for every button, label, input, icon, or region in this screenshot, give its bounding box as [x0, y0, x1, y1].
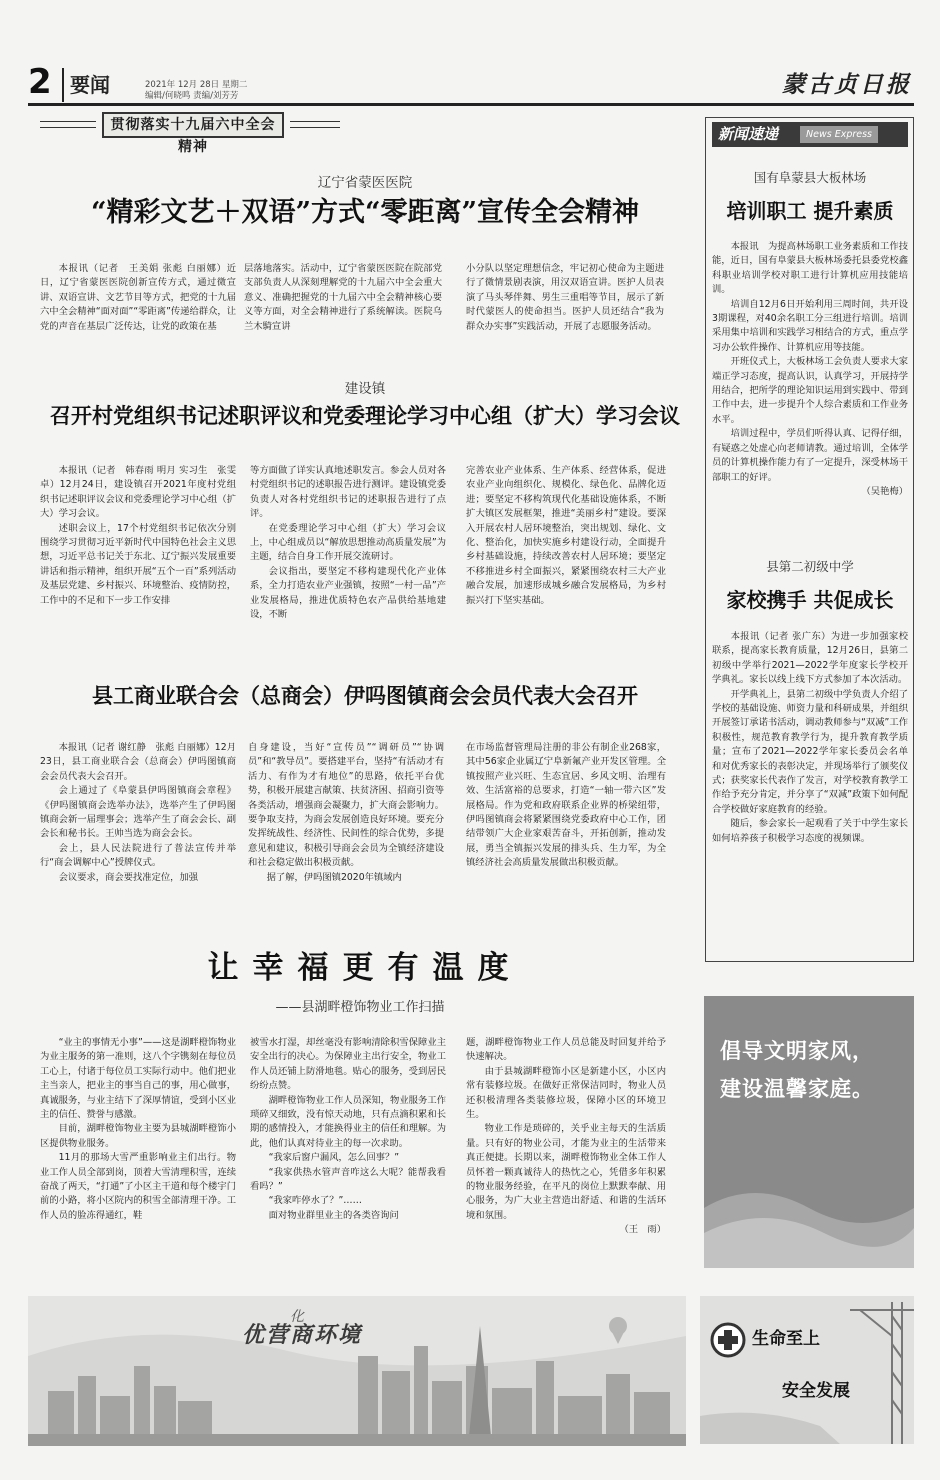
paragraph: 本报讯（记者 王美娟 张彪 白丽娜）近日，辽宁省蒙医医院创新宣传方式，通过微宣讲、双语宣讲、文艺节目等方式，把党的十九届六中全会精神“面对面”“零距离”传递给群众，让党的声音在基层广泛传达，让党的政策在基	[40, 263, 236, 332]
article2-column-3	[466, 464, 666, 608]
article1-kicker: 辽宁省蒙医医院	[317, 175, 413, 191]
paragraph: 培训过程中，学员们听得认真、记得仔细，有疑惑之处虚心向老师请教。通过培训，全体学员的计算机操作能力有了一定提升，深受林场干部职工的好评。	[712, 428, 908, 483]
banner-rule-left	[40, 121, 96, 122]
paragraph: 目前，湖畔橙饰物业主要为县城湖畔橙饰小区提供物业服务。	[40, 1123, 236, 1149]
article1-column-2	[244, 262, 442, 334]
article2-kicker: 建设镇	[344, 381, 386, 397]
article3-column-2	[248, 741, 444, 885]
byline: （吴艳梅）	[861, 485, 908, 497]
paragraph: 据了解，伊吗图镇2020年镇域内	[266, 871, 402, 883]
topic-banner	[40, 112, 340, 155]
article4-subhead: ——县湖畔橙饰物业工作扫描	[275, 1000, 445, 1015]
env-ad-small-char: 化	[290, 1309, 304, 1325]
env-ad-title: 优营商环境	[242, 1322, 363, 1348]
article2-headline: 召开村党组织书记述职评议和党委理论学习中心组（扩大）学习会议	[50, 403, 680, 428]
paragraph: 湖畔橙饰物业工作人员深知，物业服务工作琐碎又细致，没有惊天动地，只有点滴积累和长期的感情投入，才能换得业主的信任和理解。为此，他们认真对待业主的每一次求助。	[250, 1094, 446, 1149]
article1-column-1	[40, 262, 236, 334]
article3-headline: 县工商业联合会（总商会）伊吗图镇商会会员代表大会召开	[92, 683, 638, 708]
sidebar-story2-body	[712, 630, 908, 846]
sidebar-story2-kicker: 县第二初级中学	[766, 559, 854, 574]
banner-rule-right	[290, 127, 340, 128]
paragraph: 本报讯（记者 谢红静 张彪 白丽娜）12月23日，县工商业联合会（总商会）伊吗图镇商会会员代表大会召开。	[40, 742, 236, 782]
paragraph: 本报讯 为提高林场职工业务素质和工作技能，近日，国有阜蒙县大板林场委托县委党校鑫科职业培训学校对职工进行计算机应用技能培训。	[712, 241, 908, 296]
safety-ad	[700, 1296, 914, 1444]
business-environment-ad	[28, 1296, 686, 1446]
news-express-header	[712, 122, 908, 147]
safety-cross-icon	[710, 1322, 746, 1358]
paragraph: 在市场监督管理局注册的非公有制企业268家，其中56家企业属辽宁阜新氟产业开发区管理。全镇按照产业兴旺、生态宜居、乡风文明、治理有效、生活富裕的总要求，打造“一轴一带六区”发展格局。作为党和政府联系企业界的桥梁纽带，伊吗图镇商会将紧紧围绕党委政府中心工作，团结带领广大企业家艰苦奋斗，开拓创新，推动发展，勇当全镇振兴发展的排头兵、生力军，为全镇经济社会高质量发展做出积极贡献。	[466, 742, 666, 869]
byline: （王 雨）	[619, 1224, 666, 1236]
wave-graphic	[704, 1178, 914, 1268]
header-rule	[28, 103, 914, 106]
article4-headline: 让幸福更有温度	[207, 950, 523, 986]
civil-ad-line2: 建设温馨家庭。	[720, 1077, 874, 1101]
paragraph: 随后，参会家长一起观看了关于中学生家长如何培养孩子积极学习态度的视频课。	[712, 818, 908, 844]
paragraph: 物业工作是琐碎的，关乎业主每天的生活质量。只有好的物业公司，才能为业主的生活带来真正便捷。长期以来，湖畔橙饰物业全体工作人员怀着一颗真诚待人的热忱之心，凭借多年积累的物业服务经验，在平凡的岗位上默默奉献、用心服务，为广大业主营造出舒适、和谐的生活环境和氛围。	[466, 1123, 666, 1221]
safety-ad-line2: 安全发展	[782, 1381, 850, 1401]
civil-ad-line1: 倡导文明家风，	[720, 1039, 874, 1063]
banner-rule-right	[290, 121, 340, 122]
paragraph: 述职会议上，17个村党组织书记依次分别围绕学习贯彻习近平新时代中国特色社会主义思想，习近平总书记关于东北、辽宁振兴发展重要讲话和指示精神，组织开展“五个一百”系列活动及基层党建、乡村振兴、环境整治、疫情防控，工作中的不足和下一步工作安排	[40, 522, 236, 606]
safety-ad-line1: 生命至上	[752, 1329, 820, 1349]
article2-column-1	[40, 464, 236, 608]
article2-column-2	[250, 464, 446, 622]
article4-column-1	[40, 1036, 236, 1223]
page-meta	[145, 80, 247, 102]
paragraph: 由于县城湖畔橙饰小区是新建小区，小区内常有装修垃圾。在做好正常保洁同时，物业人员还积极清理各类装修垃圾，保障小区的环境卫生。	[466, 1065, 666, 1121]
paragraph: 会议要求，商会要找准定位，加强	[58, 871, 199, 883]
section-name: 要闻	[62, 68, 134, 102]
paragraph: 等方面做了详实认真地述职发言。参会人员对各村党组织书记的述职报告进行测评。建设镇党委负责人对各村党组织书记的述职报告进行了点评。	[250, 465, 446, 520]
sidebar-story2-headline: 家校携手 共促成长	[726, 588, 894, 612]
paragraph: 小分队以坚定理想信念，牢记初心使命为主题进行了微情景剧表演，用汉双语宣讲。医护人员表演了马头琴伴舞、男生三重唱等节目，展示了新时代蒙医人的使命担当。医护人员还结合“我为群众办实事”实践活动，开展了志愿服务活动。	[466, 263, 664, 332]
editor-credits: 编辑/何晓鸣 责编/刘芳芳	[145, 91, 239, 101]
sidebar-story1-headline: 培训职工 提升素质	[726, 199, 894, 223]
sidebar-story1-body	[712, 240, 908, 499]
paragraph: 开学典礼上，县第二初级中学负责人介绍了学校的基础设施、师资力量和科研成果，并组织开展签订承诺书活动，调动教师参与“双减”工作积极性，规范教育教学行为，提升教育教学质量；宣布了2021—2022学年家长委员会名单和对优秀家长的表彰决定，并现场举行了颁奖仪式；获奖家长代表作了发言，对学校教育教学工作给予充分肯定，并分享了“双减”政策下如何配合学校做好家庭教育的经验。	[712, 688, 908, 815]
paragraph: 被雪水打湿，却丝毫没有影响清除积雪保障业主安全出行的决心。为保障业主出行安全，物业工作人员还铺上防滑地毯。贴心的服务，受到居民纷纷点赞。	[250, 1037, 446, 1092]
sidebar-story1-kicker: 国有阜蒙县大板林场	[753, 170, 867, 185]
construction-crane-graphic	[700, 1296, 914, 1444]
article4-column-3	[466, 1036, 666, 1238]
page-number: 2	[28, 62, 52, 102]
article3-column-3	[466, 741, 666, 871]
issue-date: 2021年 12月 28日 星期二	[145, 80, 248, 90]
news-express-subtitle: News Express	[800, 126, 878, 143]
paragraph: “我家咋停水了？”……	[268, 1195, 362, 1207]
paragraph: 本报讯（记者 张广东）为进一步加强家校联系，提高家长教育质量，12月26日，县第二初级中学举行2021—2022学年度家长学校开学典礼。家长以线上线下方式参加了本次活动。	[712, 631, 908, 686]
article4-column-2	[250, 1036, 446, 1223]
paragraph: 会上通过了《阜蒙县伊吗图镇商会章程》《伊吗图镇商会选举办法》，选举产生了伊吗图镇商会新一届理事会；选举产生了商会会长、副会长和秘书长。王帅当选为商会会长。	[40, 785, 236, 840]
article3-column-1	[40, 741, 236, 885]
paragraph: 培训自12月6日开始利用三周时间，共开设3期课程，对40余名职工分三组进行培训。培训采用集中培训和实践学习相结合的方式，重点学习办公软件操作、计算机应用等技能。	[712, 298, 908, 353]
paragraph: 完善农业产业体系、生产体系、经营体系，促进农业产业向组织化、规模化、绿色化、品牌化迈进；要坚定不移构筑现代化基础设施体系，不断扩大镇区发展框架，推进“美丽乡村”建设。要深入开展农村人居环境整治，突出规划、绿化、文化、整治化，加快实施乡村建设行动，全面提升乡村基础设施，持续改善农村人居环境；要坚定不移推进乡村全面振兴，紧紧围绕农村三大产业融合发展，加速形成城乡融合发展格局，为乡村振兴打下坚实基础。	[466, 465, 666, 606]
paragraph: “业主的事情无小事”——这是湖畔橙饰物业为业主服务的第一准则，这八个字镌刻在每位员工心上，付诸于每位员工实际行动中。他们把业主当亲人，把业主的事当自己的事，用心做事，真诚服务，与业主结下了深厚情谊，受到小区业主的信任、赞誉与感激。	[40, 1037, 236, 1121]
civil-ad-text	[720, 1032, 874, 1108]
paragraph: 开班仪式上，大板林场工会负责人要求大家端正学习态度，提高认识，认真学习，开展持学用结合，把所学的理论知识运用到实践中、带到工作中去，进一步提升个人综合素质和工作业务水平。	[712, 356, 908, 425]
banner-label: 贯彻落实十九届六中全会精神	[102, 112, 284, 138]
paragraph: 11月的那场大雪严重影响业主们出行。物业工作人员全部到岗，顶着大雪清理积雪，连续奋战了两天，“打通”了小区主干道和每个楼宇门前的小路，将小区院内的积雪全部清理干净。工作人员的脸冻得通红，鞋	[40, 1152, 236, 1221]
paragraph: “我家供热水管声音咋这么大呢？能帮我看看吗？”	[250, 1166, 446, 1193]
paragraph: 层落地落实。活动中，辽宁省蒙医医院在院部党支部负责人从深刻理解党的十九届六中全会重大意义、准确把握党的十九届六中全会精神核心要义等方面，对全会精神进行了系统解读。医院乌兰木騎宣讲	[244, 263, 442, 332]
paragraph: 自身建设，当好“宣传员”“调研员”“协调员”和“教导员”。要搭建平台，坚持“有活动才有活力、有作为才有地位”的思路，依托平台优势，积极开展建言献策、扶贫济困、招商引资等各类活动，增强商会凝聚力，扩大商会影响力。要争取支持，为商会发展创造良好环境。要充分发挥统战性、经济性、民间性的综合优势，多提意见和建议，积极引导商会会员为全镇经济建设和社会稳定做出积极贡献。	[248, 742, 444, 869]
paragraph: 面对物业群里业主的各类咨询问	[268, 1209, 399, 1221]
article1-headline: “精彩文艺＋双语”方式“零距离”宣传全会精神	[90, 197, 640, 228]
banner-rule-left	[40, 127, 96, 128]
newspaper-masthead: 蒙古贞日报	[782, 71, 912, 98]
paragraph: 本报讯（记者 韩春雨 明月 实习生 张雯卓）12月24日，建设镇召开2021年度村党组织书记述职评议会议和党委理论学习中心组（扩大）学习会议。	[40, 465, 236, 520]
paragraph: 会议指出，要坚定不移构建现代化产业体系，全力打造农业产业强镇，按照“一村一品”产业发展格局，推进优质特色农产品供给基地建设，不断	[250, 565, 446, 621]
article1-column-3	[466, 262, 664, 334]
civil-family-ad	[704, 996, 914, 1268]
paragraph: 题，湖畔橙饰物业工作人员总能及时回复并给予快速解决。	[466, 1037, 666, 1063]
news-express-title: 新闻速递	[718, 125, 779, 143]
paragraph: 在党委理论学习中心组（扩大）学习会议上，中心组成员以“解放思想推动高质量发展”为主题，结合自身工作开展交流研讨。	[250, 522, 446, 563]
paragraph: “我家后窗户漏风，怎么回事？”	[268, 1152, 400, 1164]
paragraph: 会上，县人民法院进行了普法宣传并举行“商会调解中心”授牌仪式。	[40, 842, 236, 869]
